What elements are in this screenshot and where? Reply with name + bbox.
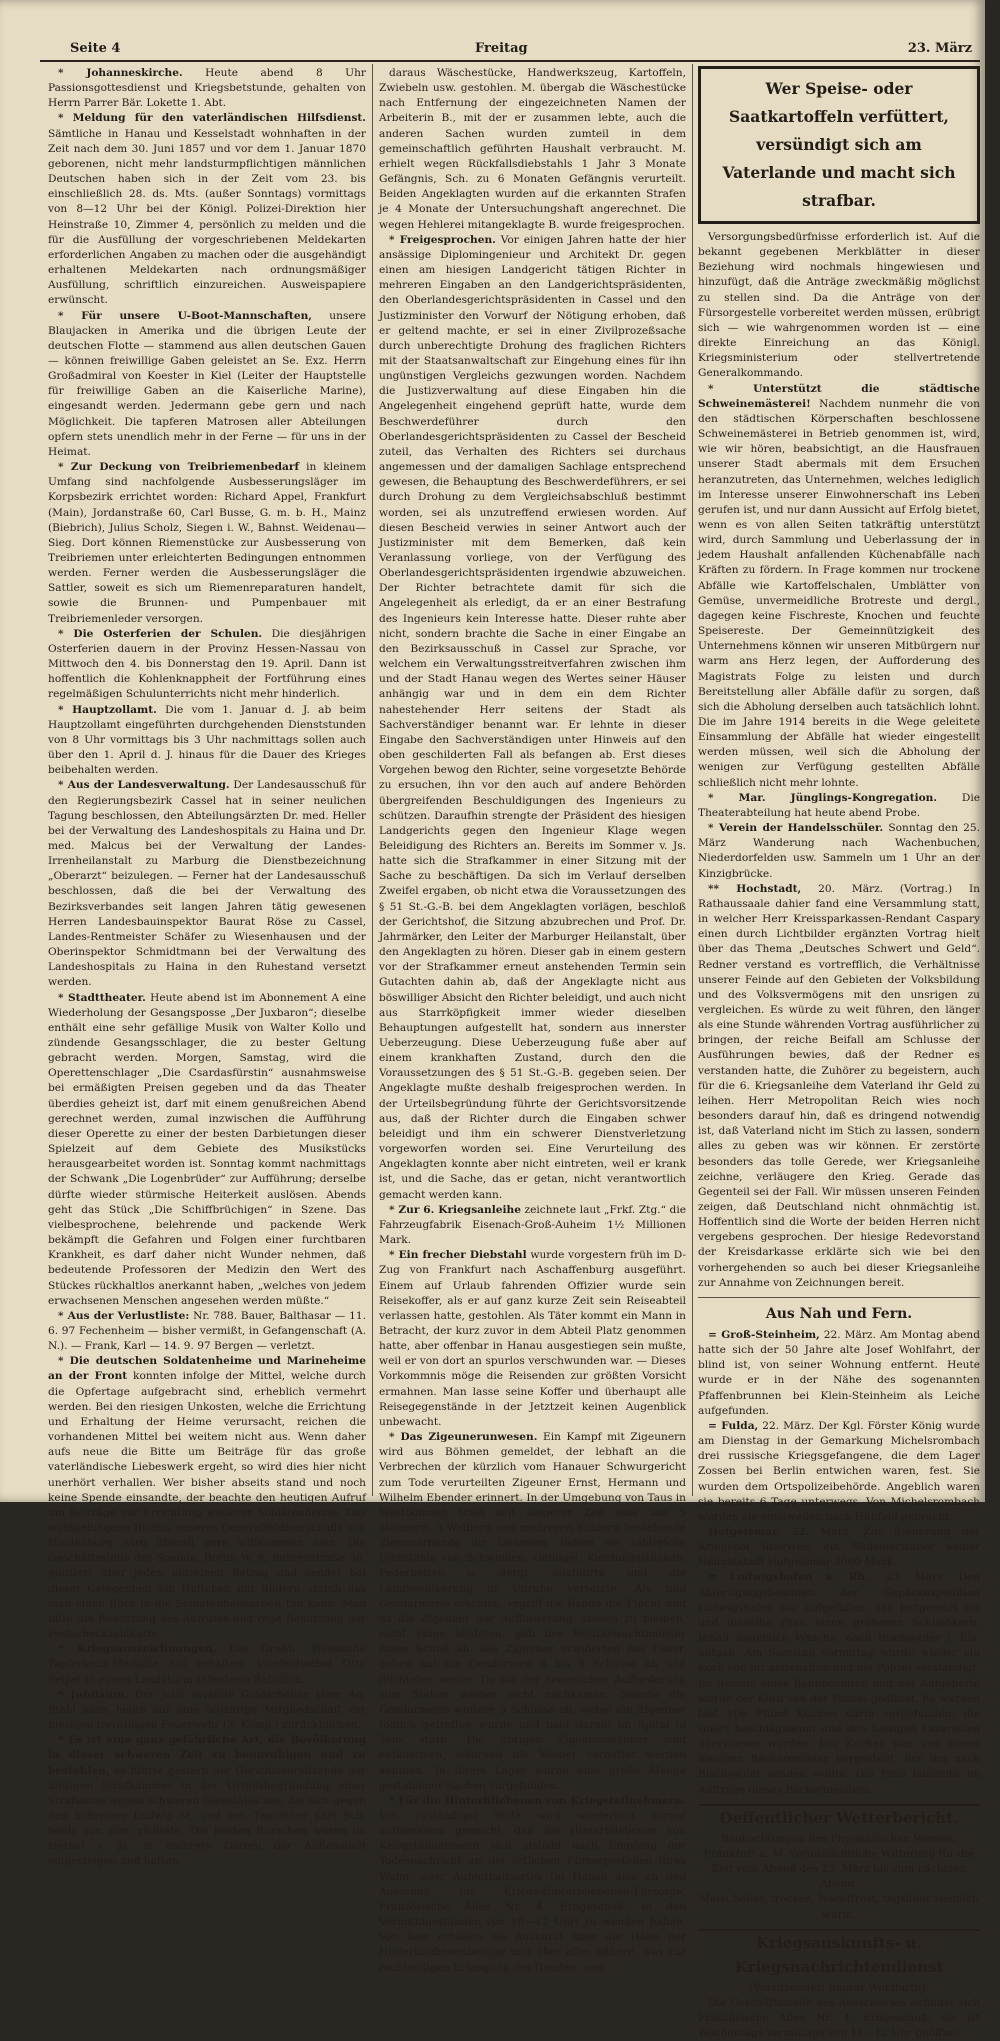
article-text: konnten infolge der Mittel, welche durch die Opfertage aufgebracht sind, erheblich vermehrt werden. Bei den riesigen Unkosten, welche die Errichtung und Erhaltung der Heime verursacht, reichen die vorhandenen Mittel bei weitem nicht aus. Wenn daher aufs neue die Bitte um Beiträge für das große vaterländische Liebeswerk ergeht, so wird dies hier nicht unerhört verhallen. Wer bisher abseits stand und noch keine Spende einsandte, der beachte den heutigen Aufruf um Beiträge zur Errichtung weiterer Soldatenheime. Das wohlgelungene Bildnis unseres Generalfeldmarschalls von Hindenburg wird überall gern willkommen sein. Die Geschäftsstelle der Spende, Berlin W. 8, Behrenstraße 30, quittiert über jeden einzelnen Betrag und sendet bei dieser Gelegenheit ein Heftchen mit Bildern, durch das man einen Blick in die Soldatenheimarbeit tun kann. Man bitte um Beachtung des Aufrufes und rege Benutzung der Postscheckzahlkarte. (48, 1370, 366, 1641)
article-heading: * Mar. Jünglings-Kongregation. (708, 791, 938, 804)
article-heading: Hofgeismar, (708, 1525, 781, 1538)
column-1 (48, 66, 367, 1868)
article-heading: * Johanneskirche. (58, 67, 183, 79)
article-text: in kleinem Umfang sind nachfolgende Ausbesserungsläger im Korpsbezirk errichtet worden: Richard Appel, Frankfurt (Main), Jordanstraße 60, Carl Busse, G. m. b. H., Mainz (Biebrich), Julius Scholz, Siegen i. W., Bahnst. Weidenau—Sieg. Dort können Riemenstücke zur Ausbesserung von Treibriemen unter erleichterten Bedingungen entnommen werden. Ferner werden die Ausbesserungsläger die Sattler, soweit es sich um Riemenreparaturen handelt, sowie die Brunnen- und Pumpenbauer mit Treibriemenleder versorgen. (48, 461, 366, 625)
article-paragraph (379, 1248, 686, 1430)
article-heading: * Freigesprochen. (389, 233, 496, 246)
article-heading: * Für die Hinterbliebenen von Kriegsteilnehmern. (389, 1794, 686, 1807)
article-heading: * Unterstützt die städtische Schweinemästerei! (698, 382, 980, 410)
article-heading: = Fulda, (708, 1419, 759, 1432)
article-heading: * Die Osterferien der Schulen. (58, 627, 263, 640)
article-text: zeichnete laut „Frkf. Ztg.“ die Fahrzeugfabrik Eisenach-Groß-Auheim 1½ Millionen Mark. (379, 1203, 686, 1247)
weather-forecast: Meist heiter, trocken, Nachtfrost, tagsüber ziemlich warm. (699, 1893, 979, 1921)
article-heading: * Aus der Landesverwaltung. (58, 779, 230, 792)
article-heading: * Zur 6. Kriegsanleihe (389, 1203, 521, 1216)
article-text: Nr. 788. Bauer, Balthasar — 11. 6. 97 Fechenheim — bisher vermißt, in Gefangenschaft (A. N.). — Frank, Karl — 14. 9. 97 Bergen — verletzt. (48, 1309, 366, 1353)
article-paragraph (698, 1525, 980, 1570)
column-divider (372, 64, 373, 1496)
article-heading: * Die deutschen Soldatenheime und Marineheime an der Front (48, 1355, 366, 1383)
section-title-kriegsauskunft: Kriegsauskunfts- u. Kriegsnachrichtendienst (698, 1929, 980, 1979)
article-heading: * Ein frecher Diebstahl (389, 1249, 527, 1262)
article-heading: * Jubiläum. (58, 1688, 129, 1701)
article-heading: ** Hochstadt, (708, 882, 802, 895)
article-text: wurde vorgestern früh im D-Zug von Frankfurt nach Aschaffenburg ausgeführt. Einem auf Urlaub fahrenden Offizier wurde sein Reisekoffer, als er auf ganz kurze Zeit sein Reiseabteil verlassen hatte, gestohlen. Als Täter kommt ein Mann in Betracht, der kurz zuvor in dem Abteil Platz genommen hatte, aber offenbar in Hanau ausgestiegen sein mußte, weil er von dort an spurlos verschwunden war. — Dieses Vorkommnis möge die Reisenden zur größten Vorsicht ermahnen. Man lasse seine Koffer und überhaupt alle Reisegegenstände in der Jetztzeit keinen Augenblick unbewacht. (379, 1249, 686, 1428)
column-3 (698, 66, 981, 2040)
article-text: Die vom 1. Januar d. J. ab beim Hauptzollamt eingeführten durchgehenden Dienststunden von 8 Uhr vormittags bis 3 Uhr nachmittags sollen auch über den 1. April d. J. hinaus für die Dauer des Krieges beibehalten werden. (48, 703, 367, 777)
column-divider (692, 64, 693, 1496)
article-text: 22. März. Zur Steuerung der Kriegsnot überwies ein Südamerikaner seiner Heimatstadt Hofgeismar 3000 Mark. (698, 1525, 980, 1569)
article-text: Von zuständiger Seite wird wiederholt darauf aufmerksam gemacht, daß die Hinterbliebenen von Kriegsteilnehmern sich alsbald nach Empfang der Todesnachricht an die örtlichen Fürsorgestellen ihres Wohn- oder Aufenthaltsortes (in Hanau also an den Ausschuß für Kriegs-Hinterbliebenen-Fürsorge, Französische Allee Nr. 4, Erdgeschoß, in den Vormittagsstunden von 10—12 Uhr) zu wenden haben. Von hier erhalten sie Auskunft über die Höhe der Hinterbliebenenbezüge und über alles nähere, was zur rechtzeitigen Erlangung der Gnaden- und (379, 1809, 686, 1974)
article-paragraph (48, 627, 366, 703)
article-text: 23. März. Den Abfertigungsbeamten der Gepäckexpedition Ludwigshafen war aufgefallen, daß fortgesetzt ein und dieselbe Frau einen größeren Schließkorb, Inhalt angeblich Wäsche, nach Bischweiler i. Els. aufgab. Am Samstag vormittag wurde wieder ein Korb von ihr angehalten und die Polizei verständigt. Im Beisein eines Bahnbeamten und der Aufgeberin wurde der Korb von der Polizei geöffnet. Es wurden fast 106 Pfund Kuchen darin vorgefunden, die sofort beschlagnahmt und den hiesigen Lazaretten überwiesen wurden. Der Kuchen war von einem hiesigen Bäckermeister hergestellt, der ihn nach Bischweiler senden wollte. Die Frau handelte im Auftrage dieses Bäckermeisters. (698, 1571, 980, 1796)
section-title-aus-nah-und-fern: Aus Nah und Fern. (698, 1297, 980, 1326)
article-text: Ein Kampf mit Zigeunern wird aus Böhmen gemeldet, der lebhaft an die Verbrechen der kürzlich vom Hanauer Schwurgericht zum Tode verurteilten Zigeuner Ernst, Hermann und Wilhelm Ebender erinnert. In der Umgebung von Taus in Westböhmen trieb seit längerer Zeit eine aus 5 Männern, 3 Weibern und mehreren Kindern bestehende Zigeunerbande ihr Unwesen, indem sie zahlreiche Diebstähle von Schweinen, Geflügel, Kleidungsstücken, Federbetten u. dergl. ausführte und die Landbevölkerung in Unruhe versetzte. Als nun Gendarmerie erschien, ergriff die Bande die Flucht und da die Zigeuner der Aufforderung, stehen zu bleiben, nicht Folge leisteten, gab der Bezirkswachtmeister einen Schuß ab. Die Zigeuner erwiderten das Feuer, gaben auf die Gendarmen 6 bis 8 Schüsse ab und flüchteten weiter. Da sie der neuerlichen Aufforderung zum Stehen wieder nicht nachkamen, feuerte die Gendarmerie weitere 3 Schüsse ab, wobei ein Zigeuner tödlich getroffen wurde und bald darauf im Spital in Taus starb. Die übrigen Zigeunermänner sind entkommen, während die Weiber verhaftet werden konnten. In ihrem Lager wurde eine große Menge gestohlener Sachen vorgefunden. (379, 1431, 687, 1792)
article-text: Heute abend 8 Uhr Passionsgottesdienst und Kriegsbetstunde, gehalten von Herrn Parrer Bär. Lokette 1. Abt. (48, 67, 366, 110)
article-text: 20. März. (Vortrag.) In Rathaussaale dahier fand eine Versammlung statt, in welcher Herr Kreissparkassen-Rendant Caspary einen durch Lichtbilder ergänzten Vortrag hielt über das Thema „Deutsches Schwert und Geld“. Redner verstand es vortrefflich, die Verhältnisse unserer Feinde auf den Gebieten der Volksbildung und des Volksvermögens mit den unsrigen zu vergleichen. Es würde zu weit führen, den länger als eine Stunde währenden Vortrag ausführlicher zu bringen, der reiche Beifall am Schlusse der Ausführungen bewies, daß der Redner es verstanden hatte, die Zuhörer zu begeistern, auch für die 6. Kriegsanleihe dem Vaterland ihr Geld zu leihen. Herr Metropolitan Reich wies noch besonders darauf hin, daß es dringend notwendig ist, daß Vaterland nicht im Stich zu lassen, sondern alles zu geben was wir können. Er zerstörte besonders das tolle Gerede, wer Kriegsanleihe zeichne, verläugere den Krieg. Gerade das Gegenteil sei der Fall. Wir müssen unseren Feinden zeigen, daß Deutschland nicht ohnmächtig ist. Hoffentlich sind die Worte der beiden Herren nicht vergebens gesprochen. Der hiesige Redevorstand der Kreisdarkasse erklärte sich wie bei den vorhergehenden so auch bei dieser Kriegsanleihe zur Annahme von Zeichnungen bereit. (698, 882, 980, 1289)
article-paragraph (379, 233, 686, 1203)
article-text: Der jetzt invalide Goldarbeiter Herr Ad. Stahl kann heute auf eine 50jährige Mitgliedschaft zur hiesigen freiwilligen Feuerwehr (3. Komp.) zurückblicken. (48, 1688, 366, 1732)
article-heading: = Ludwigshafen a. Rh., (708, 1571, 873, 1584)
article-text: Sämtliche in Hanau und Kesselstadt wohnhaften in der Zeit nach dem 30. Juni 1857 und vor dem 1. Januar 1870 geborenen, nicht mehr landsturmpflichtigen männlichen Deutschen haben sich in der Zeit vom 23. bis einschließlich 28. ds. Mts. (außer Sonntags) vormittags von 8—12 Uhr bei der Königl. Polizei-Direktion hier Heinstraße 10, Zimmer 4, persönlich zu melden und die für die Ausfüllung der vorgeschriebenen Meldekarten erforderlichen Angaben zu machen oder die ausgehändigt erhaltenen Meldekarten nach ordnungsmäßiger Ausfüllung, schriftlich einzureichen. Ausweispapiere erwünscht. (48, 127, 366, 307)
notice-box: Wer Speise- oder Saatkartoffeln verfüttert, versündigt sich am Vaterlande und macht sich strafbar. (698, 66, 980, 224)
article-text: Der Landesausschuß für den Regierungsbezirk Cassel hat in seiner neulichen Tagung beschlossen, den Abteilungsärzten Dr. med. Heller bei der Verwaltung des Landeshospitals zu Haina und Dr. med. Malcus bei der Verwaltung der Landes-Irrenheilanstalt zu Marburg die Dienstbezeichnung „Oberarzt“ beizulegen. — Ferner hat der Landesausschuß beschlossen, daß die bei der Verwaltung des Bezirksverbandes seit langen Jahren tätig gewesenen Herren Landesbauinspektor Baurat Röse zu Cassel, Landes-Rentmeister Schäfer zu Wiesenhausen und der Oberinspektor Schmidtmann bei der Verwaltung des Landeshospitals zu Haina in den Ruhestand versetzt werden. (48, 779, 366, 989)
article-text: Die Großh. Hessische Tapferkeits-Medaille hat erhalten: Vizefeldwebel Otto Seipel in einem Landsturm-Infanterie-Bataillon. (48, 1643, 366, 1686)
article-paragraph (698, 791, 980, 821)
article-paragraph (698, 230, 980, 382)
article-heading: * Es ist eine ganz gefährliche Art, die Bevölkerung in dieser schweren Zeit zu beunruhigen und zu bestehlen, (48, 1734, 366, 1777)
weekday: Freitag (475, 41, 528, 56)
article-paragraph (48, 111, 366, 308)
article-paragraph (698, 382, 980, 791)
article-paragraph (48, 778, 366, 990)
article-paragraph (48, 1642, 366, 1687)
date: 23. März (907, 41, 972, 56)
article-paragraph (48, 1733, 366, 1869)
kriegs-chair: (Vorsitzender: Baurat Wohlfarth). (749, 1981, 929, 1994)
article-text: unsere Blaujacken in Amerika und die übrigen Leute der deutschen Flotte — stammend aus allen deutschen Gauen — können freiwillige Gaben geleistet an Se. Exz. Herrn Großadmiral von Koester in Kiel (Leiter der Hauptstelle für freiwillige Gaben an die Kaiserliche Marine), eingesandt werden. Jedermann gebe gern und nach Möglichkeit. Die tapferen Matrosen aller Abteilungen opfern stets unendlich mehr in der Ferne — für uns in der Heimat. (48, 309, 366, 458)
article-paragraph (379, 66, 686, 233)
article-paragraph (48, 1688, 366, 1733)
article-text: Vor einigen Jahren hatte der hier ansässige Diplomingenieur und Architekt Dr. gegen einen am hiesigen Landgericht tätigen Richter in mehreren Eingaben an den Landgerichtspräsidenten, den Oberlandesgerichtspräsidenten in Cassel und den Justizminister den Vorwurf der Nötigung erhoben, daß er geltend machte, er sei in einer Zivilprozeßsache durch unberechtigte Drohung des fraglichen Richters mit der Staatsanwaltschaft zur Eingehung eines für ihn ungünstigen Vergleichs gezwungen worden. Nachdem die Justizverwaltung auf diese Eingaben hin die Angelegenheit eingehend geprüft hatte, wurde dem Beschwerdeführer durch den Oberlandesgerichtspräsidenten zu Cassel der Bescheid zuteil, das Verhalten des Richters sei durchaus angemessen und der damaligen Sachlage entsprechend gewesen, die Behauptung des Beschwerdeführers, er sei durch Drohung zu dem Vergleichsabschluß bestimmt worden, sei als unzutreffend erwiesen worden. Auf diesen Bescheid verwies in seiner Antwort auch der Justizminister mit dem Bemerken, daß kein Veranlassung vorliege, von der Verfügung des Oberlandesgerichtspräsidenten irgendwie abzuweichen. Der Richter betrachtete damit für sich die Angelegenheit als erledigt, da er an einer Bestrafung des Ingenieurs kein Interesse hatte. Dieser ruhte aber nicht, sondern brachte die Sache in einer Eingabe an den Bezirksausschuß in Cassel zur Sprache, vor welchem ein Verwaltungsstreitverfahren zwischen ihm und der Stadt Hanau wegen des Wertes seiner Häuser anhängig war und in dem ein dem Richter nahestehender Herr seitens der Stadt als Sachverständiger benannt war. Er lehnte in dieser Eingabe den Sachverständigen unter Hinweis auf den oben geschilderten Fall als befangen ab. Erst dieses Vorgehen bewog den Richter, seine vorgesetzte Behörde zu ersuchen, ihn vor den auch auf andere Behörden übergreifenden Beschuldigungen des Ingenieurs zu schützen. Daraufhin strengte der Präsident des hiesigen Landgerichts gegen den Ingenieur Klage wegen Beleidigung des Richters an. Bereits im Sommer v. Js. hatte sich die Strafkammer in einer Sitzung mit der Sache zu beschäftigen. Da sich im Verlauf derselben Zweifel ergaben, ob nicht etwa die Voraussetzungen des § 51 St.-G.-B. bei dem Angeklagten vorlägen, beschloß der Gerichtshof, die Sitzung abzubrechen und Prof. Dr. Jahrmärker, den Leiter der Marburger Heilanstalt, über den Angeklagten zu hören. Dieser gab in einem gestern vor der Strafkammer erneut anstehenden Termin sein Gutachten dahin ab, daß der Angeklagte nicht aus böswilliger Absicht den Richter beleidigt, und auch nicht aus Starrköpfigkeit immer wieder dieselben Behauptungen aufgestellt hat, sondern aus innerster Ueberzeugung. Diese Ueberzeugung fuße aber auf einem krankhaften Zustand, durch den die Voraussetzungen des § 51 St.-G.-B. gegeben seien. Der Angeklagte mußte deshalb freigesprochen werden. In der Urteilsbegründung führte der Gerichtsvorsitzende aus, daß der Richter durch die Eingaben schwer beleidigt und ihm ein schwerer Dienstverletzung vorgeworfen worden sei. Eine Verurteilung des Angeklagten konnte aber nicht eintreten, weil er krank ist, und die Sache, das er getan, nicht verantwortlich gemacht werden kann. (379, 233, 686, 1201)
article-paragraph (698, 821, 980, 882)
article-text: Heute abend ist im Abonnement A eine Wiederholung der Gesangsposse „Der Juxbaron“; dieselbe enthält eine sehr gefällige Musik von Walter Kollo und zündende Gesangsschlager, die zu bester Geltung gebracht werden. Morgen, Samstag, wird die Operettenschlager „Die Csardasfürstin“ ausnahmsweise bei ermäßigten Preisen gegeben und da das Theater überdies geheizt ist, darf mit einem genußreichen Abend gerechnet werden, zumal inzwischen die Aufführung dieser Operette zu einer der besten Darbietungen dieser Spielzeit auf dem Gebiete des Musikstücks herausgearbeitet worden ist. Sonntag kommt nachmittags der Schwank „Die Logenbrüder“ zur Aufführung; derselbe dürfte wieder stürmische Heiterkeit auslösen. Abends geht das Stück „Die Schiffbrüchigen“ in Szene. Das vielbesprochene, belehrende und packende Werk bekämpft die Gefahren und Folgen einer furchtbaren Krankheit, es darf daher nicht Wunder nehmen, daß bedeutende Professoren der Medizin den Wert des Stückes rückhaltlos anerkannt haben, „welches von jedem erwachsenen Menschen angesehen werden müßte.“ (48, 991, 366, 1307)
page-header (40, 38, 980, 62)
article-text: 22. März. Am Montag abend hatte sich der 50 Jahre alte Josef Wohlfahrt, der blind ist, von seiner Wohnung entfernt. Heute wurde er in der Nähe des sogenannten Pfaffenbrunnen bei Klein-Steinheim als Leiche aufgefunden. (698, 1328, 980, 1417)
article-paragraph (698, 1419, 980, 1525)
article-text: Sonntag den 25. März Wanderung nach Wachenbuchen, Niederdorfelden usw. Sammeln um 1 Uhr an der Kinzigbrücke. (698, 822, 981, 880)
article-text: so führte gestern der Gerichtsvorsitzende der hiesigen Strafkammer in der Urteilsbegründung einer Strafsache wegen schweren Diebstahls aus, die sich gegen den Schreiner Ludwig M. und den Taglöhner Karl Sch. beide von hier, richtete. Die beiden Burschen waren im Herbst v. Js. in mehrere Gärten der Außenstadt eingestiegen und hatten (48, 1764, 366, 1868)
article-heading: * Für unsere U-Boot-Mannschaften, (58, 309, 312, 322)
article-paragraph (48, 460, 366, 627)
article-paragraph (698, 882, 980, 1291)
article-paragraph (379, 1203, 686, 1248)
article-paragraph (379, 1794, 686, 1976)
article-text: Versorgungsbedürfnisse erforderlich ist. Auf die bekannt gegebenen Merkblätter in dieser Beziehung wird nochmals hingewiesen und hinzufügt, daß die Anträge zweckmäßig möglichst zu stellen sind. Da die Anträge von der Fürsorgestelle vorbereitet werden müssen, erübrigt sich — wie wahrgenommen worden ist — eine direkte Einreichung an das Königl. Kriegsministerium oder stellvertretende Generalkommando. (698, 231, 980, 380)
page-number: Seite 4 (70, 41, 121, 56)
article-heading: * Stadttheater. (58, 991, 146, 1004)
kriegs-text: Die Geschäftsstelle des Ausschusses befindet sich Französische Allee Nr. 4, Erdgeschoß; sie ist Wochentags vormittags von 11—12 Uhr geöffnet. (698, 1996, 980, 2040)
article-heading: * Zur Deckung von Treibriemenbedarf (58, 461, 300, 474)
article-heading: * Meldung für den vaterländischen Hilfsdienst. (58, 112, 366, 125)
article-text: Die diesjährigen Osterferien dauern in der Provinz Hessen-Nassau von Mittwoch den 4. bis Donnerstag den 19. April. Dann ist hoffentlich die Kohlenknappheit der Fortführung eines regelmäßigen Schulunterrichts nicht mehr hinderlich. (48, 627, 366, 701)
article-heading: * Aus der Verlustliste: (58, 1309, 190, 1322)
article-heading: * Das Zigeunerunwesen. (389, 1431, 538, 1444)
article-text: daraus Wäschestücke, Handwerkszeug, Kartoffeln, Zwiebeln usw. gestohlen. M. übergab die Wäschestücke nach Entfernung der eingezeichneten Namen der Arbeiterin B., mit der er zusammen lebte, auch die anderen Sachen wurden zumteil in dem gemeinschaftlich geführten Haushalt verbraucht. M. erhielt wegen Rückfallsdiebstahls 1 Jahr 3 Monate Gefängnis, Sch. zu 6 Monaten Gefängnis verurteilt. Beiden Angeklagten wurden auf die erkannten Strafen je 4 Monate der Untersuchungshaft angerechnet. Die wegen Hehlerei mitangeklagte B. wurde freigesprochen. (379, 67, 686, 231)
article-text: Nachdem nunmehr die von den städtischen Körperschaften beschlossene Schweinemästerei in Betrieb genommen ist, wird, wie wir hören, beabsichtigt, an die Hausfrauen unserer Stadt abermals mit dem Ersuchen heranzutreten, das Unternehmen, welches lediglich im Interesse unserer Einwohnerschaft ins Leben gerufen ist, und nur dann Aussicht auf Erfolg bietet, wenn es von allen Seiten tatkräftig unterstützt wird, durch Sammlung und Ueberlassung der in jedem Haushalt anfallenden Küchenabfälle nach Kräften zu fördern. In Frage kommen nur trockene Abfälle wie Kartoffelschalen, Umblätter von Gemüse, unvermeidliche Brotreste und dergl., dagegen keine Fischreste, Knochen und feuchte Speisereste. Der Gemeinnützigkeit des Unternehmens können wir unseren Mitbürgern nur warm ans Herz legen, der Aufforderung des Magistrats Folge zu leisten und durch Bereitstellung aller Abfälle dafür zu sorgen, daß sich die Abholung derselben auch tatsächlich lohnt. Die im Jahre 1914 bereits in die Wege geleitete Einsammlung der Abfälle hat wieder eingestellt werden müssen, weil sich die Abholung der wenigen zur Verfügung gestellten Abfälle schließlich nicht mehr lohnte. (698, 397, 980, 789)
column-2 (379, 66, 687, 1974)
article-heading: * Hauptzollamt. (58, 703, 157, 716)
article-paragraph (48, 66, 366, 111)
article-paragraph (379, 1430, 686, 1794)
article-text: Die Theaterabteilung hat heute abend Probe. (698, 791, 981, 819)
article-text: 22. März. Der Kgl. Förster König wurde am Dienstag in der Gemarkung Michelsrombach drei russische Kriegsgefangene, die dem Lager Zossen bei Berlin entwichen waren, fest. Sie wurden dem Ortspolizeibehörde. Angeblich waren sie bereits 6 Tage unterwegs. Von Michelsrombach wurden sie einstweilen nach Hünfeld gebracht. (698, 1419, 980, 1523)
weather-intro: Beobachtungen des Physikalischen Vereins, Frankfurt a. M. voraussichtliche Witterung für die Zeit vom Abend des 23. März bis zum nächsten Abend. (703, 1832, 975, 1891)
article-paragraph (48, 991, 366, 1309)
article-heading: * Verein der Handelsschüler. (708, 822, 884, 835)
article-paragraph (698, 1328, 980, 1419)
article-paragraph (48, 1354, 366, 1642)
article-paragraph (48, 1309, 366, 1354)
article-heading: * Kriegsauszeichnungen. (58, 1643, 217, 1656)
article-paragraph (698, 1570, 980, 1797)
section-title-wetterbericht: Oeffentlicher Wetterbericht. (698, 1804, 980, 1830)
article-heading: = Groß-Steinheim, (708, 1328, 820, 1341)
article-paragraph (48, 703, 366, 779)
article-paragraph (48, 309, 366, 461)
